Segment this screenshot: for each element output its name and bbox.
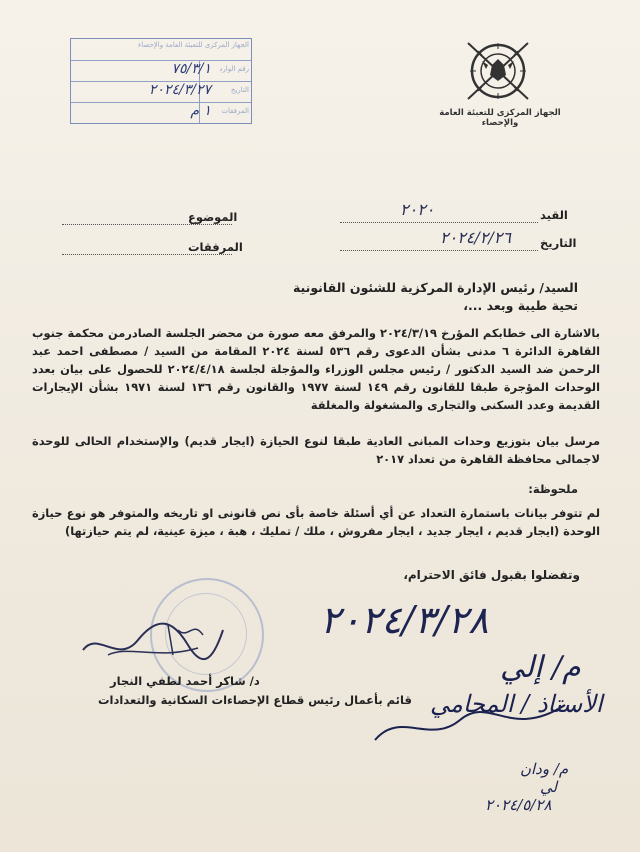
- organization-name: الجهاز المركزى للتعبئة العامة والإحصاء: [439, 108, 561, 128]
- bottom-note-line2: لي: [540, 778, 558, 796]
- paragraph-statement: مرسل بيان بتوزيع وحدات المبانى العادية طبقا لنوع الحيازة (ايجار قديم) والإستخدام الحالى للوحدة لاجمالى محافظة القاهرة من تعداد ٢٠١٧: [32, 434, 600, 466]
- handwritten-note-to: م/ إلي: [500, 650, 581, 685]
- signatory-name: د/ شاكر أحمد لطفي النجار: [110, 674, 260, 688]
- bottom-note-date: ٢٠٢٤/٥/٢٨: [485, 796, 552, 814]
- signatory-title: قائم بأعمال رئيس قطاع الإحصاءات السكانية والتعدادات: [98, 693, 412, 707]
- reference-value: ٢٠٢٠: [400, 200, 435, 219]
- incoming-stamp-box: [70, 38, 252, 124]
- note-heading: ملحوظة:: [528, 482, 578, 496]
- reference-label: القيد: [540, 208, 568, 222]
- closing: وتفضلوا بقبول فائق الاحترام،: [403, 568, 580, 582]
- handwritten-date: ٢٠٢٤/٣/٢٨: [320, 598, 489, 642]
- addressee: السيد/ رئيس الإدارة المركزية للشئون القانونية: [292, 280, 578, 295]
- signature-scribble: [78, 610, 228, 670]
- paragraph-note: لم تتوفر بيانات باستمارة التعداد عن أي أسئلة خاصة بأى نص قانونى او تاريخه والمتوفر هو نوع حيازة الوحدة (ايجار قديم ، ايجار جديد ، ايجار مفروش ، ملك / تمليك ، هبة ، ميزة عينية، لم يتم حيازتها): [32, 506, 600, 538]
- paragraph-reference: بالاشارة الى خطابكم المؤرخ ٢٠٢٤/٣/١٩ والمرفق معه صورة من محضر الجلسة الصادرمن محكمة جنوب القاهرة الدائرة ٦ مدنى بشأن الدعوى رقم ٥٣٦ لسنة ٢٠٢٤ المقامة من السيد / مصطفى احمد عبد الرحمن ضد السيد الدكتور / رئيس مجلس الوزراء والمؤجلة لجلسة ٢٠٢٤/٤/١٨ للحصول على بيان بعدد الوحدات المؤجرة طبقا للقانون رقم ١٤٩ لسنة ١٩٧٧ والقانون رقم ١٣٦ لسنة ١٩٧١ بشأن الإيجارات القديمة وعدد السكنى والتجارى والمشغولة والمغلقة: [32, 326, 600, 412]
- stamp-number-label: رقم الوارد: [219, 65, 249, 73]
- stamp-attach-label: المرفقات: [221, 107, 249, 115]
- date-label: التاريخ: [540, 236, 577, 250]
- eagle-emblem-icon: [462, 35, 534, 107]
- subject-label: الموضوع: [188, 210, 238, 224]
- bottom-note-line1: م/ ودان: [520, 760, 569, 778]
- stamp-header: الجهاز المركزى للتعبئة العامة والإحصاء: [137, 41, 249, 49]
- date-value: ٢٠٢٤/٢/٢٦: [440, 228, 511, 247]
- stamp-attach-value: ١ م: [190, 103, 211, 119]
- stamp-date-value: ٢٠٢٤/٣/٢٧: [148, 82, 211, 98]
- attachments-label: المرفقات: [188, 240, 243, 254]
- greeting: تحية طيبة وبعد ...،: [463, 298, 578, 313]
- handwritten-note-lawyer: الأستاذ / المحامي: [430, 690, 603, 718]
- stamp-date-label: التاريخ: [230, 86, 249, 94]
- stamp-number-value: ٧٥/٣/١: [171, 61, 211, 77]
- handwritten-signature: [370, 700, 570, 750]
